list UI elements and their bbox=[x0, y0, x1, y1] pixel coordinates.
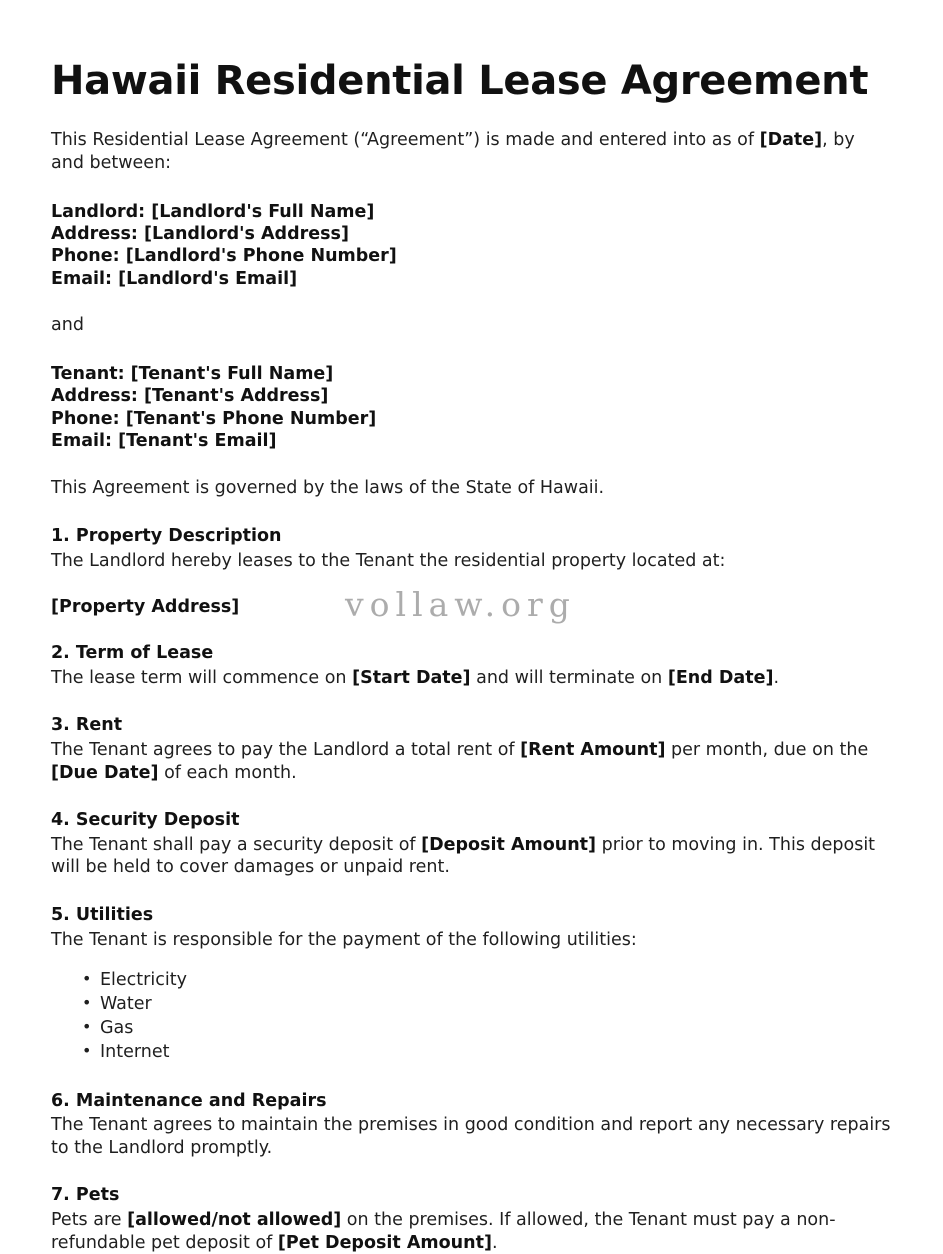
pets-text-2: on the premises. If allowed, the Tenant must pay a non-refundable pet deposit of bbox=[51, 1209, 836, 1253]
governing-law-paragraph: This Agreement is governed by the laws of the State of Hawaii. bbox=[51, 478, 605, 499]
rent-text-1: The Tenant agrees to pay the Landlord a total rent of bbox=[51, 739, 521, 760]
end-date-placeholder: [End Date] bbox=[667, 667, 774, 688]
property-address-placeholder: [Property Address] bbox=[51, 597, 240, 618]
term-text-3: . bbox=[773, 667, 780, 688]
conjunction-and: and bbox=[51, 315, 84, 336]
deposit-text-1: The Tenant shall pay a security deposit of bbox=[51, 834, 422, 855]
section-body-property-description: The Landlord hereby leases to the Tenant the residential property located at: bbox=[51, 550, 726, 571]
rent-text-2: per month, due on the bbox=[665, 739, 869, 760]
section-body-security-deposit bbox=[51, 832, 892, 880]
list-item: • Internet bbox=[51, 1041, 892, 1065]
pets-text-3: . bbox=[491, 1232, 498, 1253]
date-placeholder: [Date] bbox=[759, 130, 823, 150]
tenant-email-line: Email: [Tenant's Email] bbox=[51, 430, 277, 451]
section-heading-utilities: 5. Utilities bbox=[51, 905, 154, 926]
section-heading-maintenance: 6. Maintenance and Repairs bbox=[51, 1090, 327, 1111]
pets-allowed-placeholder: [allowed/not allowed] bbox=[127, 1209, 342, 1230]
tenant-block bbox=[51, 337, 892, 453]
list-item: • Gas bbox=[51, 1017, 892, 1041]
section-body-pets bbox=[51, 1207, 892, 1254]
landlord-name-line: Landlord: [Landlord's Full Name] bbox=[51, 201, 375, 222]
section-body-utilities: The Tenant is responsible for the payment of the following utilities: bbox=[51, 929, 637, 950]
term-text-2: and will terminate on bbox=[470, 667, 668, 688]
tenant-name-line: Tenant: [Tenant's Full Name] bbox=[51, 363, 334, 384]
section-body-maintenance: The Tenant agrees to maintain the premises in good condition and report any necessary repairs to the Landlord promptly. bbox=[51, 1114, 891, 1158]
deposit-amount-placeholder: [Deposit Amount] bbox=[421, 834, 597, 855]
rent-amount-placeholder: [Rent Amount] bbox=[520, 739, 666, 760]
landlord-phone-line: Phone: [Landlord's Phone Number] bbox=[51, 246, 397, 267]
term-text-1: The lease term will commence on bbox=[51, 667, 353, 688]
deposit-text-2: prior to moving in. This deposit will be held to cover damages or unpaid rent. bbox=[51, 834, 876, 878]
section-heading-security-deposit: 4. Security Deposit bbox=[51, 810, 240, 831]
landlord-block bbox=[51, 175, 892, 291]
section-heading-term-of-lease: 2. Term of Lease bbox=[51, 643, 214, 664]
tenant-phone-line: Phone: [Tenant's Phone Number] bbox=[51, 408, 377, 429]
section-body-rent bbox=[51, 737, 892, 785]
page-title: Hawaii Residential Lease Agreement bbox=[51, 58, 869, 104]
rent-text-3: of each month. bbox=[158, 762, 297, 783]
intro-paragraph bbox=[51, 104, 892, 175]
due-date-placeholder: [Due Date] bbox=[51, 762, 159, 783]
section-heading-rent: 3. Rent bbox=[51, 715, 123, 736]
tenant-address-line: Address: [Tenant's Address] bbox=[51, 386, 329, 407]
pet-deposit-placeholder: [Pet Deposit Amount] bbox=[277, 1232, 492, 1253]
list-item: • Electricity bbox=[51, 969, 892, 993]
section-heading-pets: 7. Pets bbox=[51, 1185, 120, 1206]
intro-text-after-date: , by and between: bbox=[51, 130, 855, 173]
pets-text-1: Pets are bbox=[51, 1209, 128, 1230]
section-heading-property-description: 1. Property Description bbox=[51, 526, 282, 547]
list-item: • Water bbox=[51, 993, 892, 1017]
landlord-email-line: Email: [Landlord's Email] bbox=[51, 268, 298, 289]
start-date-placeholder: [Start Date] bbox=[352, 667, 471, 688]
watermark: vollaw.org bbox=[345, 585, 576, 624]
landlord-address-line: Address: [Landlord's Address] bbox=[51, 223, 349, 244]
intro-text-before-date: This Residential Lease Agreement (“Agreement”) is made and entered into as of bbox=[51, 130, 760, 150]
section-body-term-of-lease bbox=[51, 665, 892, 690]
utilities-list bbox=[51, 951, 892, 1064]
